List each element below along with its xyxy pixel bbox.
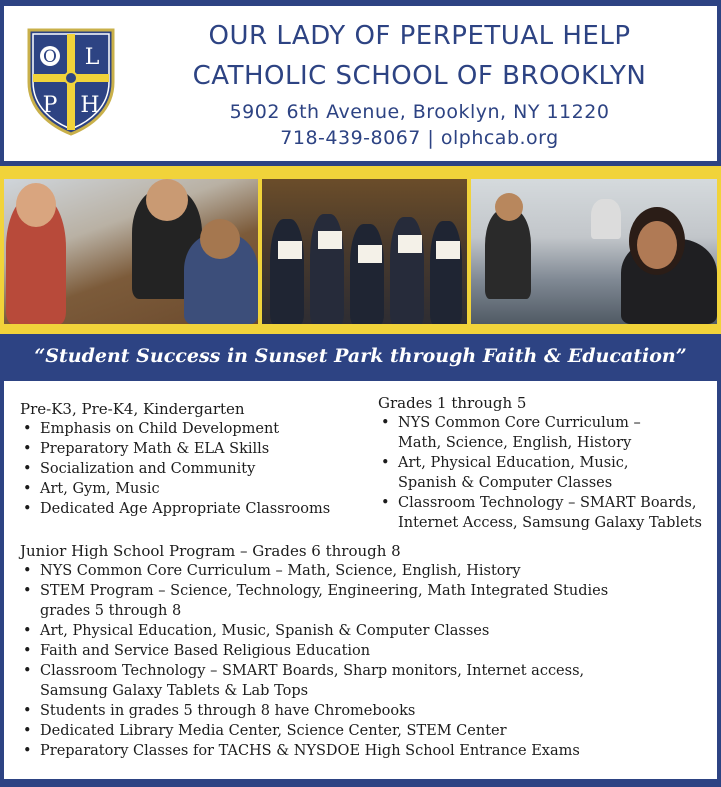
list-item: • Emphasis on Child Development [20, 419, 330, 439]
list-item: • STEM Program – Science, Technology, Engineering, Math Integrated Studies [20, 581, 608, 601]
photo-students-in-classroom [471, 179, 717, 324]
list-item: • Art, Gym, Music [20, 479, 330, 499]
list-item: • NYS Common Core Curriculum – [378, 413, 702, 433]
list-item: • Preparatory Math & ELA Skills [20, 439, 330, 459]
list-item: • Students in grades 5 through 8 have Chromebooks [20, 701, 608, 721]
crest-letter-l: L [84, 45, 100, 70]
list-item: • Art, Physical Education, Music, [378, 453, 702, 473]
header [4, 6, 717, 161]
list-item: • Faith and Service Based Religious Education [20, 641, 608, 661]
list-item: • Dedicated Age Appropriate Classrooms [20, 499, 330, 519]
school-crest-shield-icon [25, 26, 117, 138]
school-name-line1: OUR LADY OF PERPETUAL HELP [208, 21, 631, 51]
photo-strip [0, 166, 721, 334]
photo-students-holding-certificates [262, 179, 467, 324]
list-item: grades 5 through 8 [40, 603, 182, 619]
prek-list [20, 419, 330, 519]
list-item: Samsung Galaxy Tablets & Lab Tops [40, 683, 309, 699]
section-title-junior-high: Junior High School Program – Grades 6 through 8 [20, 542, 401, 560]
list-item: • Classroom Technology – SMART Boards, [378, 493, 702, 513]
list-item: • Classroom Technology – SMART Boards, Sharp monitors, Internet access, [20, 661, 608, 681]
section-title-prek: Pre-K3, Pre-K4, Kindergarten [20, 400, 245, 418]
slogan-banner [0, 334, 721, 378]
slogan-text: “Student Success in Sunset Park through Faith & Education” [34, 345, 687, 367]
crest-letter-o: O [43, 47, 57, 67]
list-item: Spanish & Computer Classes [398, 475, 613, 491]
section-title-grades: Grades 1 through 5 [378, 394, 527, 412]
list-item: Internet Access, Samsung Galaxy Tablets [398, 515, 702, 531]
school-address: 5902 6th Avenue, Brooklyn, NY 11220 [229, 101, 610, 123]
grades-list [378, 413, 702, 533]
crest-letter-h: H [80, 93, 100, 118]
program-info [4, 381, 717, 779]
list-item: • Preparatory Classes for TACHS & NYSDOE High School Entrance Exams [20, 741, 608, 761]
list-item: Math, Science, English, History [398, 435, 632, 451]
photo-students-building-model [4, 179, 258, 324]
list-item: • Socialization and Community [20, 459, 330, 479]
list-item: • Dedicated Library Media Center, Science Center, STEM Center [20, 721, 608, 741]
crest-letter-p: P [42, 93, 58, 118]
school-name-line2: CATHOLIC SCHOOL OF BROOKLYN [192, 61, 647, 91]
list-item: • Art, Physical Education, Music, Spanish & Computer Classes [20, 621, 608, 641]
school-contact: 718-439-8067 | olphcab.org [280, 127, 559, 149]
junior-high-list [20, 561, 608, 761]
list-item: • NYS Common Core Curriculum – Math, Science, English, History [20, 561, 608, 581]
